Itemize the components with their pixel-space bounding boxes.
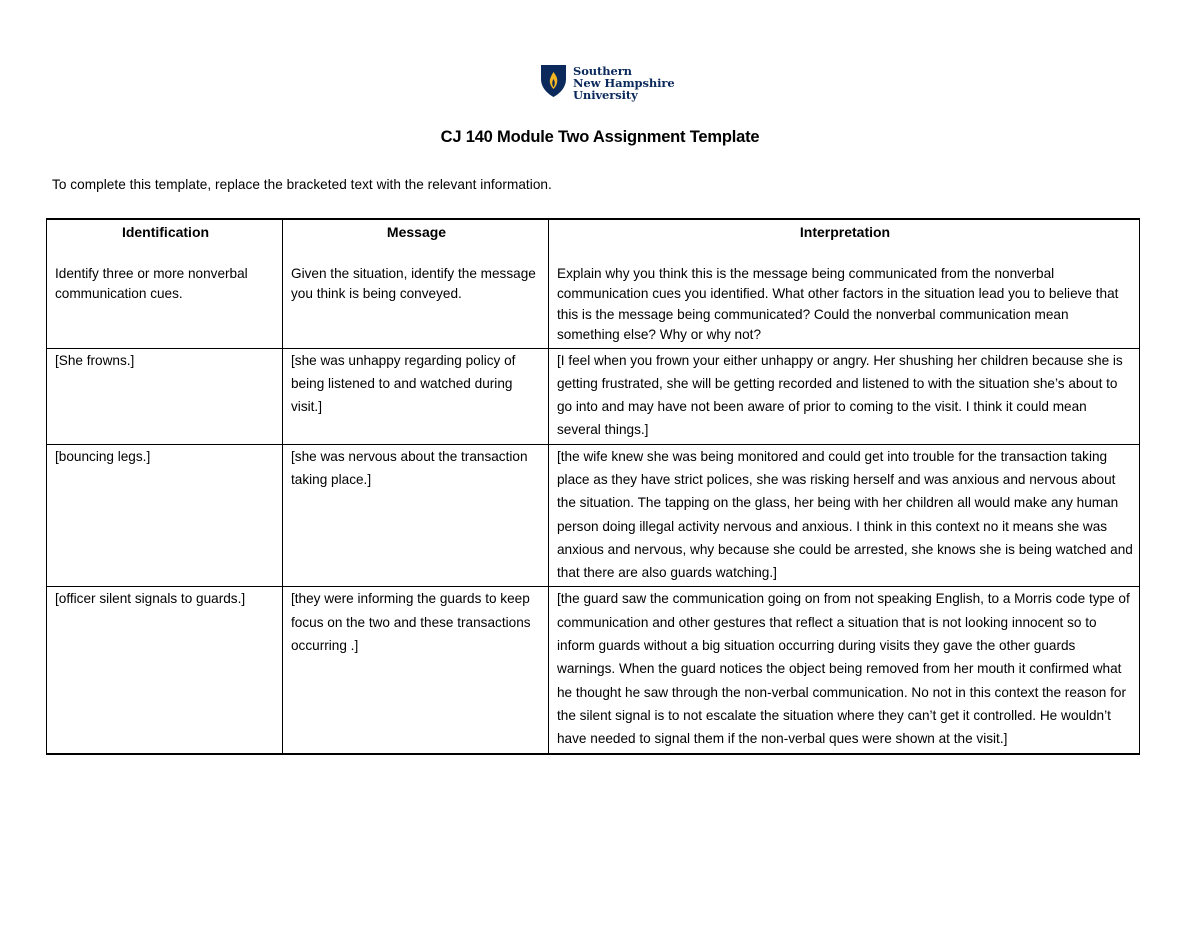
instructions-text: To complete this template, replace the bracketed text with the relevant information. xyxy=(52,177,552,192)
flame-shield-icon xyxy=(540,64,567,98)
assignment-table xyxy=(46,218,1140,755)
message-cell: [she was unhappy regarding policy of being listened to and watched during visit.] xyxy=(283,348,549,444)
column-instruction: Identify three or more nonverbal communication cues. xyxy=(55,265,248,301)
logo-line-3: University xyxy=(573,88,638,102)
interpretation-cell: [the guard saw the communication going on from not speaking English, to a Morris code type of communication and other gestures that reflect a situation that is not looking innocent so to inform guards without a big situation occurring during visits they gave the other guards warnings. When the guard notices the object being removed from her mouth it confirmed what he thought he saw through the non-verbal communication. No not in this context the reason for the silent signal is to not escalate the situation where they can’t get it controlled. He wouldn’t have needed to signal them if the non-verbal ques were shown at the visit.] xyxy=(549,587,1140,754)
message-cell: [she was nervous about the transaction taking place.] xyxy=(283,444,549,587)
column-heading: Identification xyxy=(121,224,210,240)
table-row xyxy=(47,444,1140,587)
identification-cell: [She frowns.] xyxy=(47,348,283,444)
message-cell: [they were informing the guards to keep focus on the two and these transactions occurring .] xyxy=(283,587,549,754)
column-heading: Interpretation xyxy=(799,224,891,240)
column-instruction: Given the situation, identify the message you think is being conveyed. xyxy=(291,265,536,301)
header-cell-identification xyxy=(47,219,283,348)
university-logo xyxy=(540,64,675,101)
table-row xyxy=(47,587,1140,754)
logo-line-1: Southern xyxy=(573,64,632,78)
interpretation-cell: [the wife knew she was being monitored and could get into trouble for the transaction taking place as they have strict polices, she was risking herself and was anxious and nervous about the situation. The tapping on the glass, her being with her children all would make any human person doing illegal activity nervous and anxious. I think in this context no it means she was anxious and nervous, why because she could be arrested, she knows she is being watched and that there are also guards watching.] xyxy=(549,444,1140,587)
logo-wordmark xyxy=(573,65,675,101)
identification-cell: [bouncing legs.] xyxy=(47,444,283,587)
table-row xyxy=(47,348,1140,444)
document-title: CJ 140 Module Two Assignment Template xyxy=(440,128,760,146)
interpretation-cell: [I feel when you frown your either unhappy or angry. Her shushing her children because she is getting frustrated, she will be getting recorded and listened to with the situation she’s about to go into and may have not been aware of prior to coming to the visit. I think it could mean several things.] xyxy=(549,348,1140,444)
header-cell-message xyxy=(283,219,549,348)
header-cell-interpretation xyxy=(549,219,1140,348)
table-header-row xyxy=(47,219,1140,348)
identification-cell: [officer silent signals to guards.] xyxy=(47,587,283,754)
logo-line-2: New Hampshire xyxy=(573,76,675,90)
column-instruction: Explain why you think this is the message being communicated from the nonverbal communication cues you identified. What other factors in the situation lead you to believe that this is the message being communicated? Could the nonverbal communication mean something else? Why or why not? xyxy=(557,265,1119,342)
column-heading: Message xyxy=(386,224,447,240)
